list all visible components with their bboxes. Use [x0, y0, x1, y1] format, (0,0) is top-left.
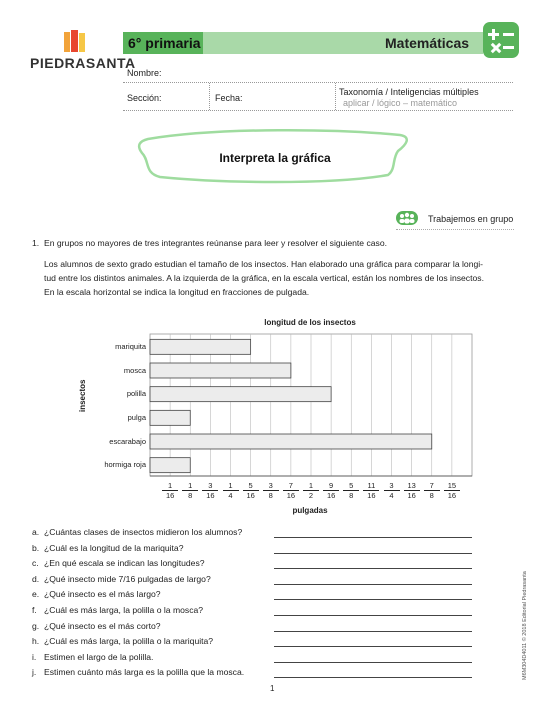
tick-denominator: 16: [286, 491, 296, 500]
question-letter: j.: [32, 667, 37, 678]
tick-numerator: 1: [182, 481, 198, 491]
paragraph-line: tud entre los distintos animales. A la izquierda de la gráfica, en la escala vertical, están los nombres de los insectos.: [44, 273, 484, 283]
tick-denominator: 8: [429, 491, 434, 500]
tick-denominator: 4: [228, 491, 233, 500]
answer-line[interactable]: [274, 662, 472, 663]
question-text: ¿Qué insecto mide 7/16 pulgadas de largo?: [44, 573, 211, 584]
question-text: ¿En qué escala se indican las longitudes?: [44, 558, 205, 569]
tick-numerator: 15: [444, 481, 460, 491]
chart-bar: [150, 458, 190, 473]
page-title: Interpreta la gráfica: [219, 151, 331, 165]
tick-numerator: 11: [363, 481, 379, 491]
chart-x-tick-label: [283, 481, 299, 500]
answer-line[interactable]: [274, 631, 472, 632]
tick-denominator: 16: [407, 491, 416, 500]
tick-numerator: 3: [263, 481, 279, 491]
question-letter: d.: [32, 573, 40, 584]
question-text: ¿Qué insecto es el más corto?: [44, 620, 161, 631]
tick-denominator: 4: [389, 491, 394, 500]
chart-category-label: escarabajo: [109, 436, 146, 446]
grade-label: 6° primaria: [128, 35, 201, 51]
question-text: Estimen cuánto más larga es la polilla que la mosca.: [44, 667, 245, 678]
question-letter: b.: [32, 542, 40, 553]
tick-denominator: 8: [268, 491, 273, 500]
question-letter: f.: [32, 605, 37, 615]
question-text: ¿Qué insecto es el más largo?: [44, 589, 161, 600]
tick-numerator: 7: [283, 481, 299, 491]
tick-numerator: 9: [323, 481, 339, 491]
question-text: ¿Cuál es más larga, la polilla o la mariquita?: [44, 636, 214, 647]
chart-x-axis-label: pulgadas: [292, 506, 328, 515]
chart-category-label: polilla: [126, 389, 146, 399]
question-text: ¿Cuál es la longitud de la mariquita?: [44, 542, 184, 553]
paragraph-line: En la escala horizontal se indica la longitud en fracciones de pulgada.: [44, 287, 310, 297]
answer-line[interactable]: [274, 537, 472, 538]
tick-numerator: 3: [384, 481, 400, 491]
tick-numerator: 1: [303, 481, 319, 491]
answer-line[interactable]: [274, 646, 472, 647]
tick-numerator: 7: [424, 481, 440, 491]
chart-category-label: mosca: [123, 365, 146, 375]
tick-denominator: 2: [308, 491, 314, 500]
taxonomy-label: Taxonomía / Inteligencias múltiples: [339, 87, 479, 97]
tick-denominator: 16: [165, 491, 175, 500]
chart-x-tick-label: [323, 481, 339, 500]
chart-x-tick-label: [363, 481, 379, 500]
section-label: Sección:: [127, 93, 162, 103]
chart-x-tick-label: [303, 481, 319, 500]
chart-y-axis-label: insectos: [78, 379, 87, 412]
chart-x-tick-label: [343, 481, 359, 500]
tick-numerator: 13: [404, 481, 420, 491]
tick-numerator: 5: [243, 481, 259, 491]
chart-bar: [150, 363, 291, 378]
answer-line[interactable]: [274, 599, 472, 600]
group-work-label: Trabajemos en grupo: [428, 214, 514, 224]
page-number: 1: [270, 684, 275, 693]
taxonomy-values: aplicar / lógico – matemático: [343, 98, 458, 108]
chart-x-tick-label: [162, 481, 178, 500]
subject-label: Matemáticas: [385, 35, 470, 51]
question-letter: i.: [32, 651, 37, 662]
chart-bar: [150, 410, 190, 425]
question-letter: c.: [32, 558, 39, 569]
tick-denominator: 8: [188, 491, 193, 500]
answer-line[interactable]: [274, 615, 472, 616]
answer-line[interactable]: [274, 677, 472, 678]
answer-line[interactable]: [274, 584, 472, 585]
chart-x-tick-label: [384, 481, 400, 500]
question-letter: e.: [32, 589, 40, 600]
chart-bar: [150, 339, 251, 354]
answer-line[interactable]: [274, 553, 472, 554]
chart-x-tick-label: [263, 481, 279, 500]
tick-numerator: 5: [343, 481, 359, 491]
exercise-instruction: En grupos no mayores de tres integrantes reúnanse para leer y resolver el siguiente caso.: [44, 238, 387, 248]
footer-code: M6M304D4011 © 2018 Editorial Piedrasanta: [522, 571, 528, 680]
chart-x-tick-label: [243, 481, 259, 500]
question-letter: a.: [32, 527, 40, 537]
question-text: ¿Cuál es más larga, la polilla o la mosca?: [44, 605, 204, 615]
tick-denominator: 16: [206, 491, 215, 500]
chart-category-label: hormiga roja: [104, 460, 146, 470]
answer-line[interactable]: [274, 568, 472, 569]
name-label: Nombre:: [127, 68, 162, 78]
tick-denominator: 16: [326, 491, 336, 500]
tick-denominator: 16: [447, 491, 457, 500]
chart-title: longitud de los insectos: [264, 318, 356, 327]
chart-category-label: mariquita: [115, 341, 146, 351]
question-text: Estimen el largo de la polilla.: [44, 651, 154, 662]
exercise-number: 1.: [32, 238, 40, 248]
chart-x-tick-label: [182, 481, 198, 500]
question-letter: h.: [32, 636, 40, 647]
question-letter: g.: [32, 620, 40, 631]
chart-x-tick-label: [444, 481, 460, 500]
tick-numerator: 3: [202, 481, 218, 491]
chart-bar: [150, 434, 432, 449]
tick-numerator: 1: [162, 481, 178, 491]
paragraph-line: Los alumnos de sexto grado estudian el tamaño de los insectos. Han elaborado una gráfica para comparar la longi-: [44, 259, 484, 269]
date-label: Fecha:: [215, 93, 243, 103]
tick-denominator: 8: [349, 491, 354, 500]
chart-category-label: pulga: [127, 412, 146, 422]
publisher-logo-text: PIEDRASANTA: [30, 55, 136, 71]
tick-denominator: 16: [246, 491, 255, 500]
chart-x-tick-label: [223, 481, 239, 500]
tick-numerator: 1: [223, 481, 239, 491]
question-text: ¿Cuántas clases de insectos midieron los alumnos?: [44, 527, 243, 537]
chart-bar: [150, 387, 331, 402]
chart-x-tick-label: [424, 481, 440, 500]
chart-x-tick-label: [404, 481, 420, 500]
chart-x-tick-label: [202, 481, 218, 500]
tick-denominator: 16: [367, 491, 376, 500]
